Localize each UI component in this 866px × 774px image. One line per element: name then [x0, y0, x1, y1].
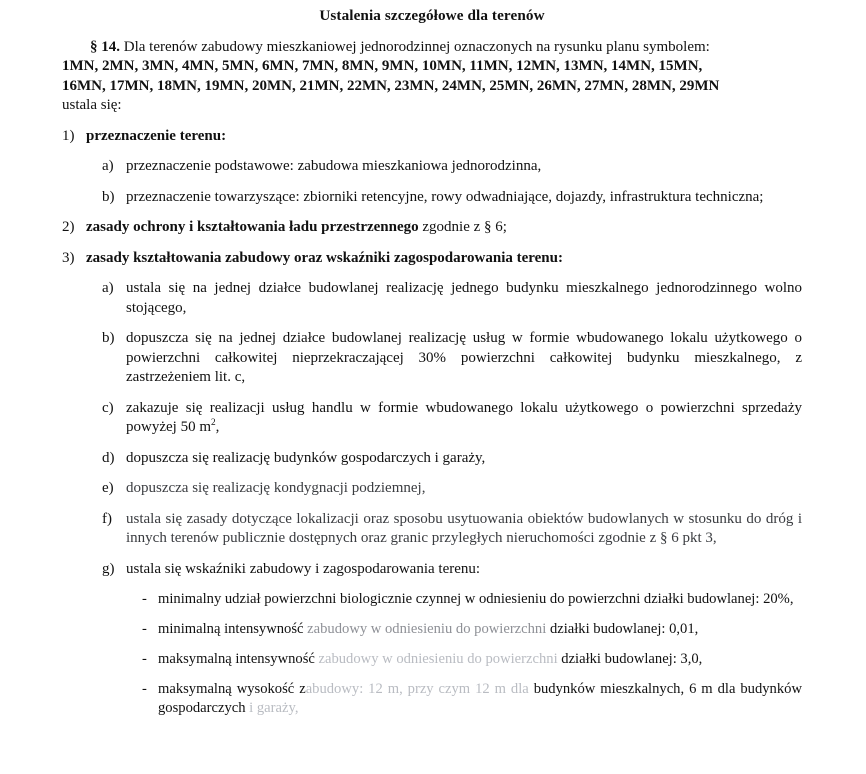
- indicator-text: abudowy: 12 m, przy czym 12 m dla: [305, 681, 534, 698]
- list-marker-1b: b): [102, 188, 115, 205]
- indicator-sublist: [62, 590, 802, 718]
- list-item-1a: [62, 157, 802, 177]
- indicator-marker: -: [142, 591, 147, 608]
- indicator-text: budynków mieszkalnych, 6 m dla budynków gospodarczych: [158, 681, 802, 717]
- list-marker-1: 1): [62, 127, 75, 144]
- indicator-text: działki budowlanej: 0,01,: [549, 621, 699, 638]
- list-item-3a: [62, 279, 802, 318]
- indicator-text: zabudowy w odniesieniu do powierzchni: [314, 651, 558, 668]
- list-item-1: [62, 127, 802, 147]
- indicator-text: zabudowy w odniesieniu do powierzchni: [307, 621, 550, 638]
- list-item-3g: [62, 560, 802, 580]
- list-item-3d-text: dopuszcza się realizację budynków gospodarczych i garaży,: [126, 449, 486, 466]
- section-intro-text: Dla terenów zabudowy mieszkaniowej jednorodzinnej oznaczonych na rysunku planu symbolem:: [123, 38, 710, 55]
- indicator-text: maksymalną wysokość z: [158, 681, 306, 698]
- section-intro-tail: ustala się:: [62, 97, 122, 114]
- list-marker-3d: d): [102, 449, 115, 466]
- list-item-1a-text: przeznaczenie podstawowe: zabudowa mieszkaniowa jednorodzinna,: [126, 158, 542, 175]
- section-mark: § 14.: [90, 38, 120, 55]
- list-item-3g-text: ustala się wskaźniki zabudowy i zagospodarowania terenu:: [126, 560, 481, 577]
- list-marker-3g: g): [102, 560, 115, 577]
- section-14-paragraph: [62, 38, 802, 116]
- list-item-1-heading: przeznaczenie terenu:: [86, 127, 227, 144]
- list-item-3a-text: ustala się na jednej działce budowlanej realizację jednego budynku mieszkalnego jednorodzinnego wolno stojącego,: [126, 280, 802, 316]
- square-meter-superscript: 2: [210, 418, 216, 429]
- indicator-item: [62, 650, 802, 669]
- list-item-3f: [62, 510, 802, 549]
- indicator-text: i garaży,: [245, 700, 299, 717]
- list-item-3c-text-after: ,: [215, 419, 220, 436]
- indicator-text: maksymalną intensywność: [158, 651, 315, 668]
- list-item-3f-text: ustala się zasady dotyczące lokalizacji oraz sposobu usytuowania obiektów budowlanych w stosunku do dróg i innych terenów publicznie dostępnych oraz granic przyległych nieruchomości zgodnie z § 6 pkt 3,: [126, 510, 802, 547]
- list-item-3b: [62, 329, 802, 388]
- list-item-3: [62, 249, 802, 269]
- list-item-2-heading: zasady ochrony i kształtowania ładu przestrzennego: [86, 219, 419, 236]
- indicator-marker: -: [142, 621, 147, 638]
- indicator-marker: -: [142, 681, 147, 698]
- terrain-symbols-line-2: 16MN, 17MN, 18MN, 19MN, 20MN, 21MN, 22MN, 23MN, 24MN, 25MN, 26MN, 27MN, 28MN, 29MN: [62, 77, 720, 94]
- indicator-marker: -: [142, 651, 147, 668]
- list-item-3c-text: zakazuje się realizacji usług handlu w formie wbudowanego lokalu użytkowego o powierzchni sprzedaży powyżej 50 m: [126, 399, 802, 436]
- indicator-text: działki budowlanej: 3,0,: [557, 651, 703, 668]
- list-marker-3e: e): [102, 480, 114, 497]
- list-item-3e-text: dopuszcza się realizację kondygnacji podziemnej,: [126, 480, 426, 497]
- list-marker-3a: a): [102, 280, 114, 297]
- list-item-3b-text: dopuszcza się na jednej działce budowlanej realizację usług w formie wbudowanego lokalu użytkowego o powierzchni całkowitej nieprzekraczającej 30% powierzchni całkowitej budynku mieszkalnego, z zastrzeżeniem lit. c,: [126, 330, 802, 386]
- list-item-1b: [62, 188, 802, 208]
- document-page: [0, 6, 866, 774]
- indicator-item: [62, 590, 802, 609]
- list-item-1b-text: przeznaczenie towarzyszące: zbiorniki retencyjne, rowy odwadniające, dojazdy, infrastruktura techniczna;: [126, 188, 764, 205]
- list-item-2-tail: zgodnie z § 6;: [418, 219, 507, 236]
- list-item-3-heading: zasady kształtowania zabudowy oraz wskaźniki zagospodarowania terenu:: [86, 249, 563, 266]
- indicator-item: [62, 680, 802, 718]
- list-marker-3f: f): [102, 510, 112, 527]
- terrain-symbols-line-1: 1MN, 2MN, 3MN, 4MN, 5MN, 6MN, 7MN, 8MN, 9MN, 10MN, 11MN, 12MN, 13MN, 14MN, 15MN,: [62, 58, 703, 75]
- page-title: Ustalenia szczegółowe dla terenów: [319, 7, 545, 24]
- list-item-3d: [62, 449, 802, 469]
- list-marker-1a: a): [102, 158, 114, 175]
- list-marker-3b: b): [102, 330, 115, 347]
- list-marker-3: 3): [62, 249, 75, 266]
- list-item-3e: [62, 479, 802, 499]
- indicator-text: minimalny udział powierzchni biologicznie czynnej w odniesieniu do powierzchni działki budowlanej: 20%,: [158, 591, 794, 608]
- list-marker-2: 2): [62, 219, 75, 236]
- list-marker-3c: c): [102, 399, 114, 416]
- indicator-item: [62, 620, 802, 639]
- list-item-3c: [62, 399, 802, 438]
- indicator-text: minimalną intensywność: [158, 621, 308, 638]
- list-item-2: [62, 218, 802, 238]
